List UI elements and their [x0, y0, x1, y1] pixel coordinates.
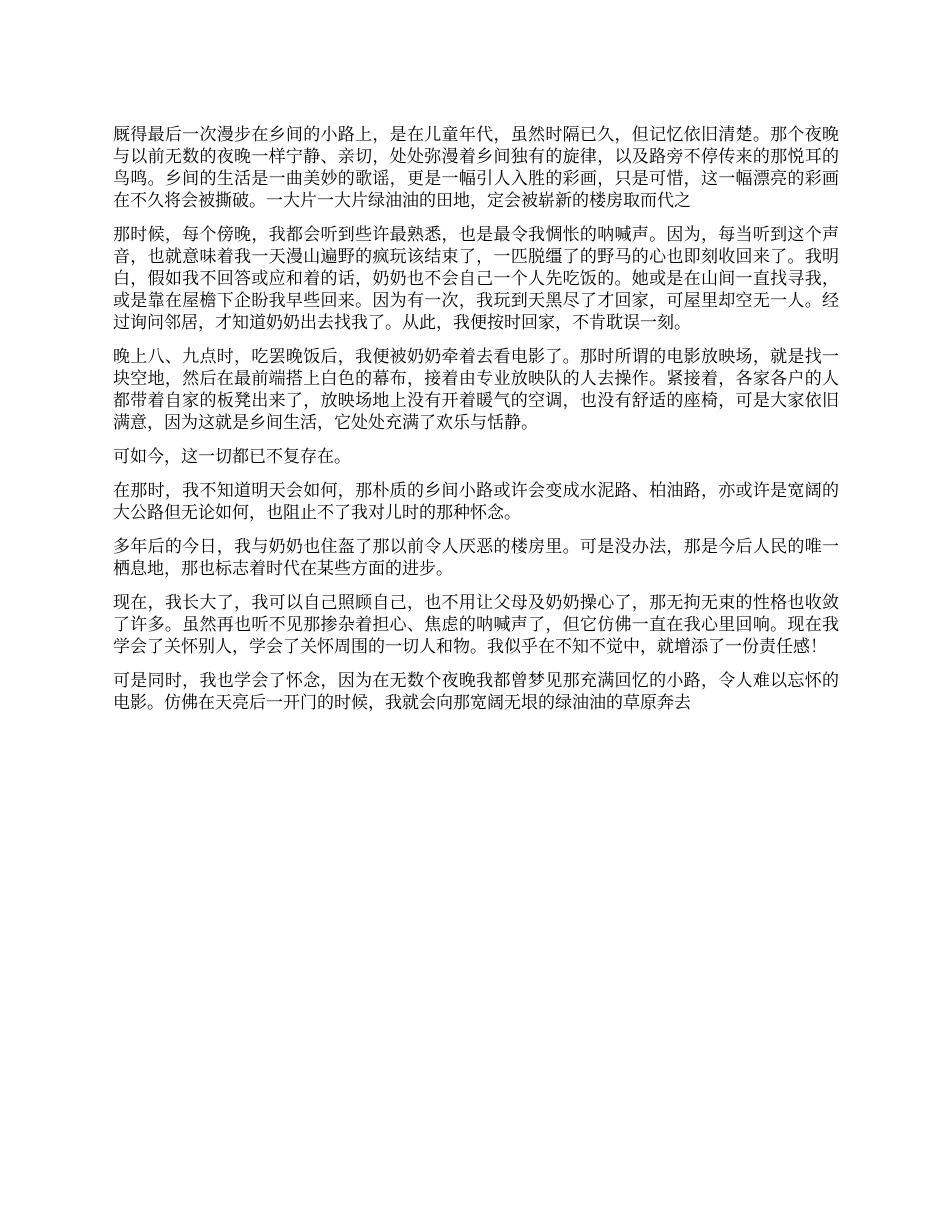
paragraph-3: 晚上八、九点时，吃罢晚饭后，我便被奶奶牵着去看电影了。那时所谓的电影放映场，就是找一块空地，然后在最前端搭上白色的幕布，接着由专业放映队的人去操作。紧接着，各家各户的人都带着自家的板凳出来了，放映场地上没有开着暖气的空调，也没有舒适的座椅，可是大家依旧满意，因为这就是乡间生活，它处处充满了欢乐与恬静。 [113, 347, 839, 433]
paragraph-1: 厩得最后一次漫步在乡间的小路上，是在儿童年代，虽然时隔已久，但记忆依旧清楚。那个夜晚与以前无数的夜晚一样宁静、亲切，处处弥漫着乡间独有的旋律，以及路旁不停传来的那悦耳的鸟鸣。乡间的生活是一曲美妙的歌谣，更是一幅引人入胜的彩画，只是可惜，这一幅漂亮的彩画在不久将会被撕破。一大片一大片绿油油的田地，定会被崭新的楼房取而代之 [113, 125, 839, 211]
paragraph-7: 现在，我长大了，我可以自己照顾自己，也不用让父母及奶奶操心了，那无拘无束的性格也收敛了许多。虽然再也听不见那掺杂着担心、焦虑的呐喊声了，但它仿佛一直在我心里回响。现在我学会了关怀别人，学会了关怀周围的一切人和物。我似乎在不知不觉中，就增添了一份责任感！ [113, 593, 839, 657]
document-body [113, 124, 839, 726]
paragraph-2: 那时候，每个傍晚，我都会听到些许最熟悉，也是最令我惆怅的呐喊声。因为，每当听到这个声音，也就意味着我一天漫山遍野的疯玩该结束了，一匹脱缰了的野马的心也即刻收回来了。我明白，假如我不回答或应和着的话，奶奶也不会自己一个人先吃饭的。她或是在山间一直找寻我，或是靠在屋檐下企盼我早些回来。因为有一次，我玩到天黑尽了才回家，可屋里却空无一人。经过询问邻居，才知道奶奶出去找我了。从此，我便按时回家，不肯耽误一刻。 [113, 225, 839, 333]
paragraph-6: 多年后的今日，我与奶奶也住盔了那以前令人厌恶的楼房里。可是没办法，那是今后人民的唯一栖息地，那也标志着时代在某些方面的进步。 [113, 537, 839, 579]
paragraph-5: 在那时，我不知道明天会如何，那朴质的乡间小路或许会变成水泥路、柏油路，亦或许是宽阔的大公路但无论如何，也阻止不了我对儿时的那种怀念。 [113, 481, 839, 523]
paragraph-4: 可如今，这一切都已不复存在。 [113, 447, 351, 467]
paragraph-8: 可是同时，我也学会了怀念，因为在无数个夜晚我都曾梦见那充满回忆的小路，令人难以忘怀的电影。仿佛在天亮后一开门的时候，我就会向那宽阔无垠的绿油油的草原奔去 [113, 671, 839, 713]
